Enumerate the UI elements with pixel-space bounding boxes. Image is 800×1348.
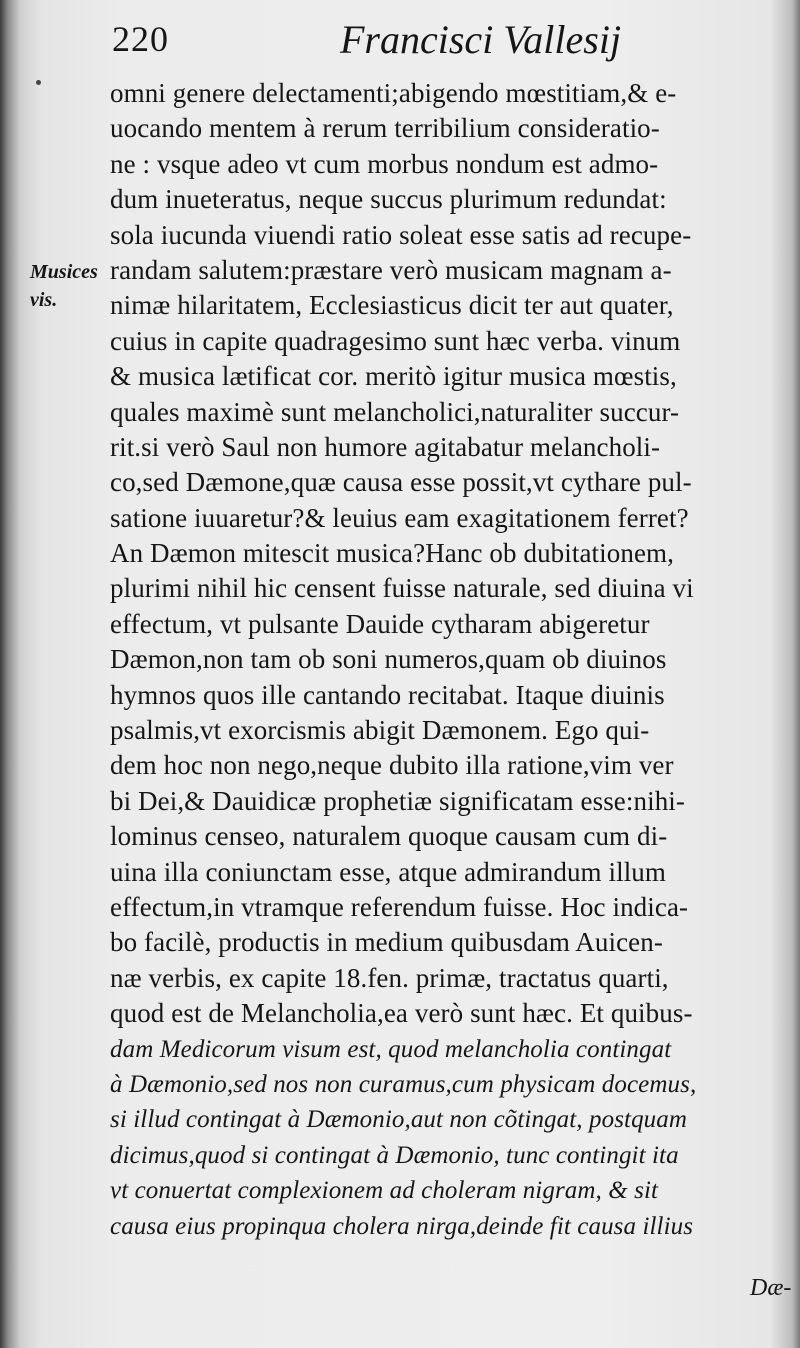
text-line: rit.si verò Saul non humore agitabatur melancholi- [110, 431, 661, 462]
text-line: bi Dei,& Dauidicæ prophetiæ significatam esse:nihi- [110, 785, 685, 816]
text-line: næ verbis, ex capite 18.fen. primæ, tractatus quarti, [110, 962, 669, 993]
text-line: effectum, vt pulsante Dauide cytharam abigeretur [110, 608, 650, 639]
margin-note [30, 258, 98, 314]
text-line: effectum,in vtramque referendum fuisse. Hoc indica- [110, 891, 689, 922]
text-line: dam Medicorum visum est, quod melancholia contingat [110, 1035, 672, 1063]
text-line: dicimus,quod si contingat à Dæmonio, tunc contingit ita [110, 1141, 679, 1169]
text-line: causa eius propinqua cholera nirga,deinde fit causa illius [110, 1212, 694, 1240]
text-line: nimæ hilaritatem, Ecclesiasticus dicit ter aut quater, [110, 290, 674, 321]
text-line: uina illa coniunctam esse, atque admirandum illum [110, 856, 667, 887]
ink-spot [36, 80, 41, 85]
running-title: Francisci Vallesij [340, 17, 622, 62]
catchword: Dæ- [750, 1275, 792, 1301]
page-number: 220 [112, 19, 169, 59]
text-line: Dæmon,non tam ob soni numeros,quam ob diuinos [110, 644, 667, 675]
text-line: dum inueteratus, neque succus plurimum redundat: [110, 184, 667, 215]
text-line: quod est de Melancholia,ea verò sunt hæc. Et quibus- [110, 998, 693, 1029]
text-line: cuius in capite quadragesimo sunt hæc verba. vinum [110, 325, 681, 356]
text-line: hymnos quos ille cantando recitabat. Itaque diuinis [110, 679, 665, 710]
text-line: dem hoc non nego,neque dubito illa ratione,vim ver [110, 750, 674, 781]
text-line: plurimi nihil hic censent fuisse naturale, sed diuina vi [110, 573, 694, 604]
text-line: psalmis,vt exorcismis abigit Dæmonem. Ego qui- [110, 715, 650, 746]
body-text [110, 76, 770, 1244]
text-line: vt conuertat complexionem ad choleram nigram, & sit [110, 1177, 659, 1205]
text-line: satione iuuaretur?& leuius eam exagitationem ferret? [110, 502, 689, 533]
text-line: & musica lætificat cor. meritò igitur musica mœstis, [110, 361, 677, 392]
text-line: ne : vsque adeo vt cum morbus nondum est admo- [110, 148, 659, 179]
text-line: sola iucunda viuendi ratio soleat esse satis ad recupe- [110, 219, 692, 250]
text-line: An Dæmon mitescit musica?Hanc ob dubitationem, [110, 538, 674, 569]
text-line: co,sed Dæmone,quæ causa esse possit,vt cythare pul- [110, 467, 692, 498]
text-line: lominus censeo, naturalem quoque causam cum di- [110, 821, 668, 852]
text-line: bo facilè, productis in medium quibusdam Auicen- [110, 927, 663, 958]
text-line: randam salutem:præstare verò musicam magnam a- [110, 254, 672, 285]
text-line: à Dæmonio,sed nos non curamus,cum physicam docemus, [110, 1070, 697, 1098]
text-line: uocando mentem à rerum terribilium consideratio- [110, 113, 660, 144]
text-line: si illud contingat à Dæmonio,aut non cõtingat, postquam [110, 1106, 688, 1134]
margin-note-line: vis. [30, 289, 58, 311]
page-header [0, 14, 800, 74]
text-line: quales maximè sunt melancholici,naturaliter succur- [110, 396, 680, 427]
text-line: omni genere delectamenti;abigendo mœstitiam,& e- [110, 78, 677, 108]
margin-note-line: Musices [30, 261, 98, 283]
